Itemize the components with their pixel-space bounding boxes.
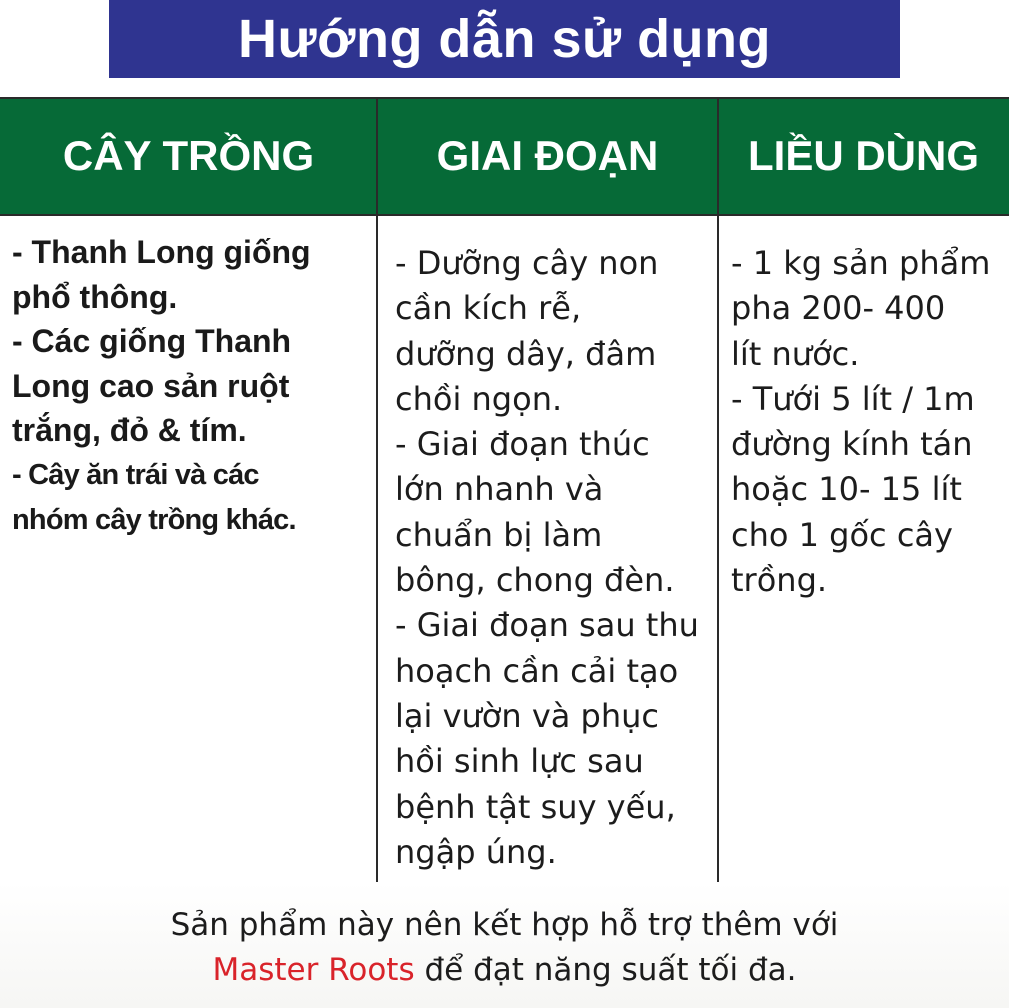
crops-line: Long cao sản ruột [12,367,290,404]
header-bottom-border [0,214,1009,216]
dosage-line: pha 200- 400 [731,289,946,328]
crops-line: phổ thông. [12,278,178,315]
stage-line: bệnh tật suy yếu, [395,787,676,826]
footer-line-1: Sản phẩm này nên kết hợp hỗ trợ thêm với [170,907,839,943]
header-dosage: LIỀU DÙNG [748,132,979,179]
footer-line-2 [0,948,1009,993]
stage-line: cần kích rễ, [395,289,582,328]
title-banner [109,0,900,78]
stage-line: bông, chong đèn. [395,561,675,600]
column-divider-1 [376,97,378,884]
crops-line: - Thanh Long giống [12,234,311,270]
stage-line: ngập úng. [395,832,557,871]
table-top-border [0,97,1009,99]
brand-name: Master Roots [212,952,415,988]
stage-line: - Giai đoạn thúc [395,425,650,464]
page-title: Hướng dẫn sử dụng [237,9,772,69]
dosage-line: cho 1 gốc cây [731,515,953,554]
footer-note [0,903,1009,993]
stage-line: dưỡng dây, đâm [395,334,657,373]
crops-line: - Các giống Thanh [12,323,292,360]
dosage-line: lít nước. [731,334,860,373]
dosage-line: đường kính tán [731,425,973,464]
header-stage: GIAI ĐOẠN [436,132,659,179]
crops-line: - Cây ăn trái và các [12,458,259,491]
stage-line: hoạch cần cải tạo [395,651,679,690]
stage-line: - Giai đoạn sau thu [395,606,699,645]
header-crops: CÂY TRỒNG [62,132,315,179]
stage-line: lớn nhanh và [395,470,604,509]
stage-line: chồi ngọn. [395,379,563,418]
footer-line-2-rest: để đạt năng suất tối đa. [414,952,797,988]
crops-cell [12,230,372,542]
crops-line: nhóm cây trồng khác. [12,503,296,536]
stage-line: chuẩn bị làm [395,515,603,554]
dosage-cell [731,241,1007,603]
table-header-row [0,97,1009,215]
column-divider-2 [717,97,719,884]
dosage-line: - Tưới 5 lít / 1m [731,379,975,418]
dosage-line: trồng. [731,561,828,600]
stage-cell [395,241,715,875]
stage-line: lại vườn và phục [395,696,659,735]
crops-line: trắng, đỏ & tím. [12,412,247,449]
stage-line: - Dưỡng cây non [395,244,659,282]
stage-line: hồi sinh lực sau [395,742,644,781]
dosage-line: - 1 kg sản phẩm [731,244,991,282]
dosage-line: hoặc 10- 15 lít [731,470,962,509]
